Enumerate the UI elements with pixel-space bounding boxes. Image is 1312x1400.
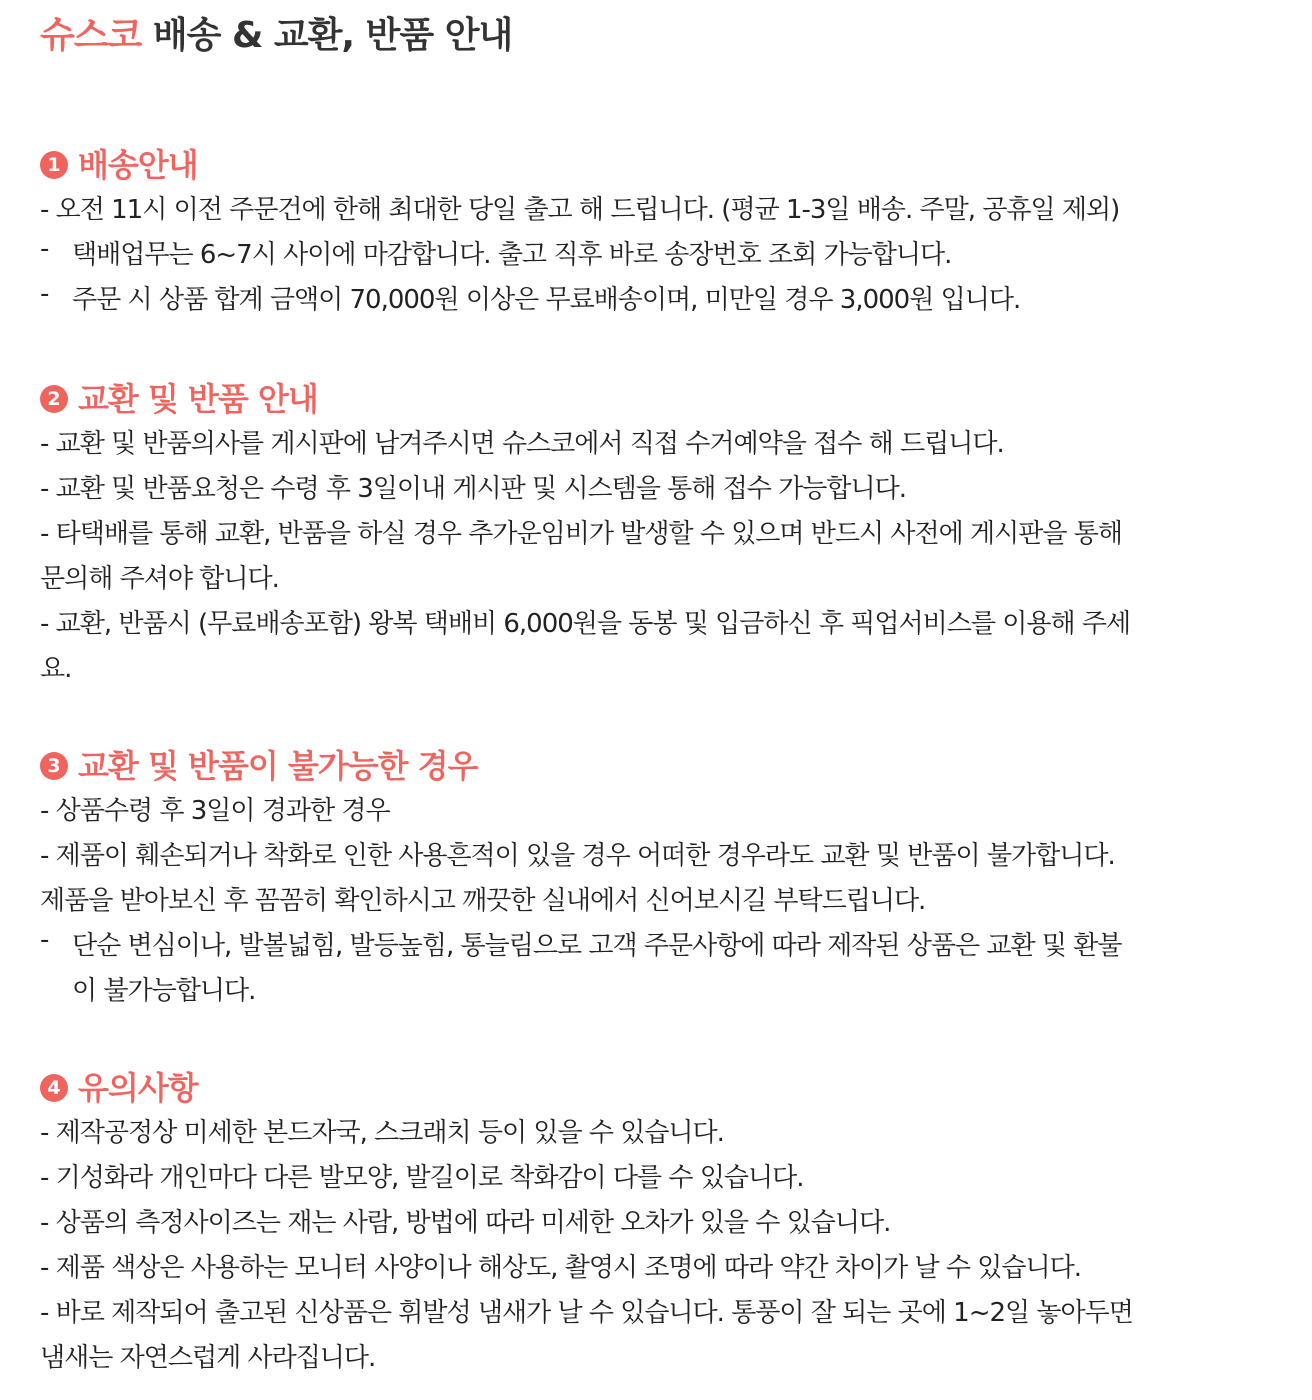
text-line: 이 불가능합니다.	[72, 976, 256, 1006]
section-shipping	[40, 142, 1272, 323]
number-badge: 3	[40, 752, 68, 780]
text-line: - 제품이 훼손되거나 착화로 인한 사용흔적이 있을 경우 어떠한 경우라도 교환 및 반품이 불가합니다.	[40, 841, 1115, 871]
text-line: - 바로 제작되어 출고된 신상품은 휘발성 냄새가 날 수 있습니다. 통풍이 잘 되는 곳에 1~2일 놓아두면	[40, 1298, 1133, 1328]
text-line: - 제작공정상 미세한 본드자국, 스크래치 등이 있을 수 있습니다.	[40, 1118, 724, 1148]
section-lines	[40, 422, 1272, 692]
bullet-line: - 택배업무는 6~7시 사이에 마감합니다. 출고 직후 바로 송장번호 조회 가능합니다.	[40, 233, 1272, 278]
number-badge: 1	[40, 151, 68, 179]
text-line: - 오전 11시 이전 주문건에 한해 최대한 당일 출고 해 드립니다. (평균 1-3일 배송. 주말, 공휴일 제외)	[40, 195, 1120, 225]
section-lines	[40, 789, 1272, 1014]
text-line: - 교환 및 반품요청은 수령 후 3일이내 게시판 및 시스템을 통해 접수 가능합니다.	[40, 474, 906, 504]
section-heading-text: 교환 및 반품 안내	[78, 380, 318, 418]
section-heading	[40, 142, 1272, 188]
page-title	[40, 0, 1272, 58]
text-line: - 기성화라 개인마다 다른 발모양, 발길이로 착화감이 다를 수 있습니다.	[40, 1163, 804, 1193]
section-lines	[40, 1111, 1272, 1381]
text-line: 요.	[40, 654, 72, 684]
section-exchange-return	[40, 376, 1272, 692]
title-text: 배송 & 교환, 반품 안내	[141, 15, 513, 56]
text-line: - 상품수령 후 3일이 경과한 경우	[40, 796, 390, 826]
section-notes	[40, 1065, 1272, 1381]
bullet-line: - 주문 시 상품 합계 금액이 70,000원 이상은 무료배송이며, 미만일 경우 3,000원 입니다.	[40, 278, 1272, 323]
section-heading-text: 배송안내	[78, 146, 198, 184]
section-heading-text: 유의사항	[78, 1069, 198, 1107]
text-line: 문의해 주셔야 합니다.	[40, 564, 279, 594]
bullet-line: - 단순 변심이나, 발볼넓힘, 발등높힘, 통늘림으로 고객 주문사항에 따라 제작된 상품은 교환 및 환불	[40, 924, 1272, 969]
section-heading-text: 교환 및 반품이 불가능한 경우	[78, 747, 478, 785]
section-heading	[40, 1065, 1272, 1111]
section-heading	[40, 376, 1272, 422]
text-line: - 교환 및 반품의사를 게시판에 남겨주시면 슈스코에서 직접 수거예약을 접수 해 드립니다.	[40, 429, 1004, 459]
text-line: - 타택배를 통해 교환, 반품을 하실 경우 추가운임비가 발생할 수 있으며 반드시 사전에 게시판을 통해	[40, 519, 1122, 549]
section-heading	[40, 743, 1272, 789]
text-line: 제품을 받아보신 후 꼼꼼히 확인하시고 깨끗한 실내에서 신어보시길 부탁드립니다.	[40, 886, 926, 916]
number-badge: 2	[40, 385, 68, 413]
number-badge: 4	[40, 1074, 68, 1102]
text-line: 냄새는 자연스럽게 사라집니다.	[40, 1343, 376, 1373]
text-line: - 상품의 측정사이즈는 재는 사람, 방법에 따라 미세한 오차가 있을 수 있습니다.	[40, 1208, 891, 1238]
text-line: - 제품 색상은 사용하는 모니터 사양이나 해상도, 촬영시 조명에 따라 약간 차이가 날 수 있습니다.	[40, 1253, 1082, 1283]
section-not-allowed	[40, 743, 1272, 1014]
section-lines	[40, 188, 1272, 323]
brand-name: 슈스코	[40, 15, 142, 56]
text-line: - 교환, 반품시 (무료배송포함) 왕복 택배비 6,000원을 동봉 및 입금하신 후 픽업서비스를 이용해 주세	[40, 609, 1131, 639]
